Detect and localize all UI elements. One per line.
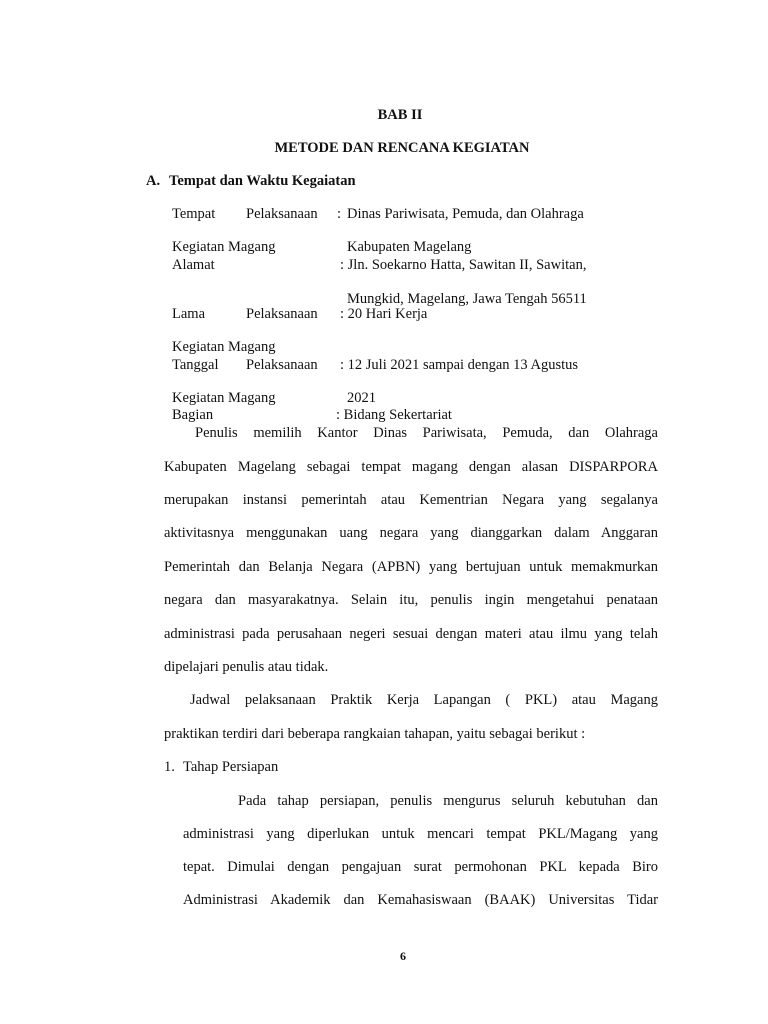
paragraph-3-line: administrasi yang diperlukan untuk mencari tempat PKL/Magang yang <box>183 826 658 842</box>
list-item-title: Tahap Persiapan <box>183 759 279 775</box>
section-label: A. <box>146 173 161 189</box>
lama-value: : 20 Hari Kerja <box>340 306 428 322</box>
tanggal-label-word1: Tanggal <box>172 357 219 373</box>
kegiatan-magang-label-3: Kegiatan Magang <box>172 390 276 406</box>
tempat-label-word2: Pelaksanaan <box>246 206 318 222</box>
paragraph-2-line: praktikan terdiri dari beberapa rangkaian tahapan, yaitu sebagai berikut : <box>164 726 586 742</box>
paragraph-1-line: negara dan masyarakatnya. Selain itu, penulis ingin mengetahui penataan <box>164 592 658 608</box>
alamat-value: : Jln. Soekarno Hatta, Sawitan II, Sawitan, <box>340 257 587 273</box>
bagian-label: Bagian <box>172 407 214 423</box>
paragraph-3-line: tepat. Dimulai dengan pengajuan surat permohonan PKL kepada Biro <box>183 859 658 875</box>
tanggal-value: : 12 Juli 2021 sampai dengan 13 Agustus <box>340 357 579 373</box>
paragraph-1-line: Kabupaten Magelang sebagai tempat magang dengan alasan DISPARPORA <box>164 459 658 475</box>
paragraph-1-line: merupakan instansi pemerintah atau Kementrian Negara yang segalanya <box>164 492 658 508</box>
paragraph-1-line: Pemerintah dan Belanja Negara (APBN) yang bertujuan untuk memakmurkan <box>164 559 658 575</box>
paragraph-3-line: Administrasi Akademik dan Kemahasiswaan (BAAK) Universitas Tidar <box>183 892 658 908</box>
kegiatan-magang-label-2: Kegiatan Magang <box>172 339 276 355</box>
tanggal-label-word2: Pelaksanaan <box>246 357 318 373</box>
paragraph-3-line: Pada tahap persiapan, penulis mengurus seluruh kebutuhan dan <box>238 793 658 809</box>
alamat-label: Alamat <box>172 257 215 273</box>
kegiatan-magang-label-1: Kegiatan Magang <box>172 239 276 255</box>
tempat-value-continued: Kabupaten Magelang <box>347 239 472 255</box>
tempat-colon: : <box>337 206 342 222</box>
paragraph-1-line: administrasi pada perusahaan negeri sesuai dengan materi atau ilmu yang telah <box>164 626 658 642</box>
paragraph-1-line: dipelajari penulis atau tidak. <box>164 659 329 675</box>
list-item-number: 1. <box>164 759 175 775</box>
paragraph-2-line: Jadwal pelaksanaan Praktik Kerja Lapangan ( PKL) atau Magang <box>190 692 658 708</box>
lama-label-word2: Pelaksanaan <box>246 306 318 322</box>
alamat-value-continued: Mungkid, Magelang, Jawa Tengah 56511 <box>347 291 587 307</box>
paragraph-1-line: aktivitasnya menggunakan uang negara yang dianggarkan dalam Anggaran <box>164 525 658 541</box>
chapter-heading: BAB II <box>377 107 423 123</box>
lama-label-word1: Lama <box>172 306 206 322</box>
tempat-label-word1: Tempat <box>172 206 216 222</box>
tempat-value: Dinas Pariwisata, Pemuda, dan Olahraga <box>347 206 584 222</box>
chapter-title: METODE DAN RENCANA KEGIATAN <box>274 140 530 156</box>
paragraph-1-line: Penulis memilih Kantor Dinas Pariwisata, Pemuda, dan Olahraga <box>195 425 658 441</box>
page-number: 6 <box>400 949 406 963</box>
tanggal-value-continued: 2021 <box>347 390 376 406</box>
section-title: Tempat dan Waktu Kegaiatan <box>169 173 356 189</box>
bagian-value: : Bidang Sekertariat <box>336 407 452 423</box>
